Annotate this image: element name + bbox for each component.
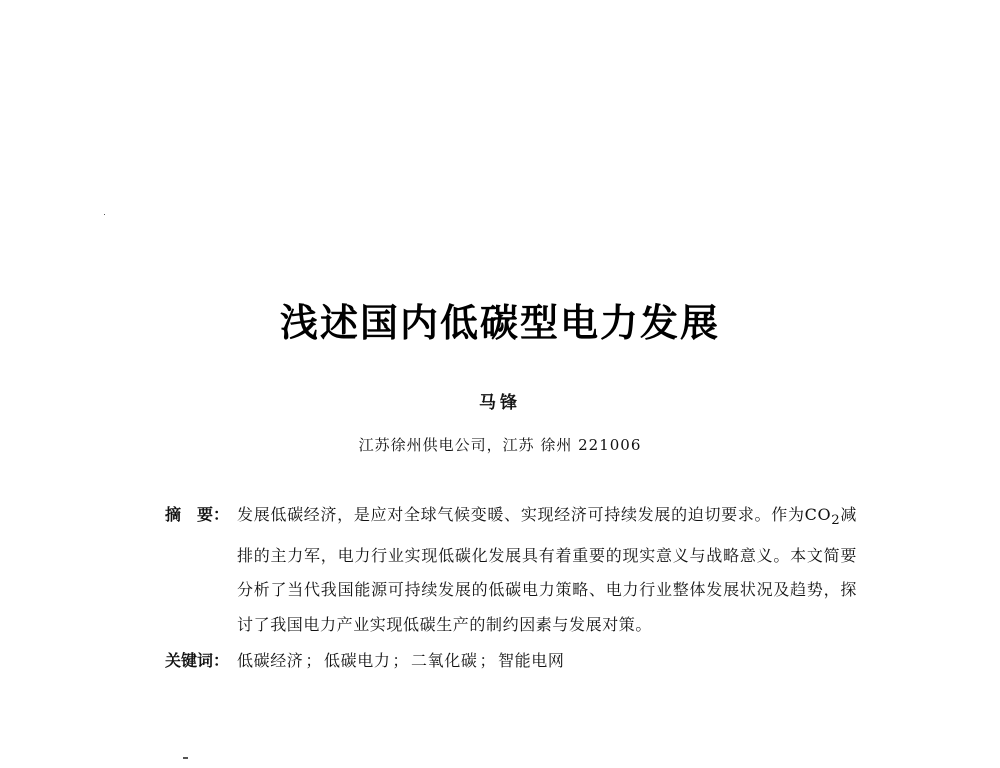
abstract-row bbox=[165, 498, 865, 642]
keyword-separator: ； bbox=[305, 651, 323, 671]
keyword-separator: ； bbox=[392, 651, 410, 671]
abstract-subscript: 2 bbox=[831, 513, 841, 529]
keywords-list bbox=[237, 644, 564, 678]
keywords-row bbox=[165, 644, 865, 678]
paper-author: 马锋 bbox=[479, 393, 521, 413]
abstract-text-part2: 减排的主力军，电力行业实现低碳化发展具有着重要的现实意义与战略意义。本文简要分析了当代我国能源可持续发展的低碳电力策略、电力行业整体发展状况及趋势，探讨了我国电力产业实现低碳生产的制约因素与发展对策。 bbox=[237, 505, 857, 634]
keyword-separator: ； bbox=[479, 651, 497, 671]
keywords-label: 关键词： bbox=[165, 651, 230, 671]
keyword-item: 二氧化碳 bbox=[411, 651, 478, 671]
abstract-section bbox=[165, 498, 865, 678]
abstract-text bbox=[237, 498, 857, 642]
paper-affiliation: 江苏徐州供电公司，江苏 徐州 221006 bbox=[358, 436, 642, 454]
keyword-item: 低碳经济 bbox=[237, 651, 304, 671]
abstract-text-part1: 发展低碳经济，是应对全球气候变暖、实现经济可持续发展的迫切要求。作为CO bbox=[237, 505, 832, 524]
scan-speck bbox=[183, 757, 188, 759]
keyword-item: 低碳电力 bbox=[324, 651, 391, 671]
paper-title: 浅述国内低碳型电力发展 bbox=[279, 300, 720, 345]
keyword-item: 智能电网 bbox=[498, 651, 565, 671]
abstract-label: 摘 要： bbox=[165, 505, 230, 524]
scan-speck bbox=[104, 214, 105, 215]
